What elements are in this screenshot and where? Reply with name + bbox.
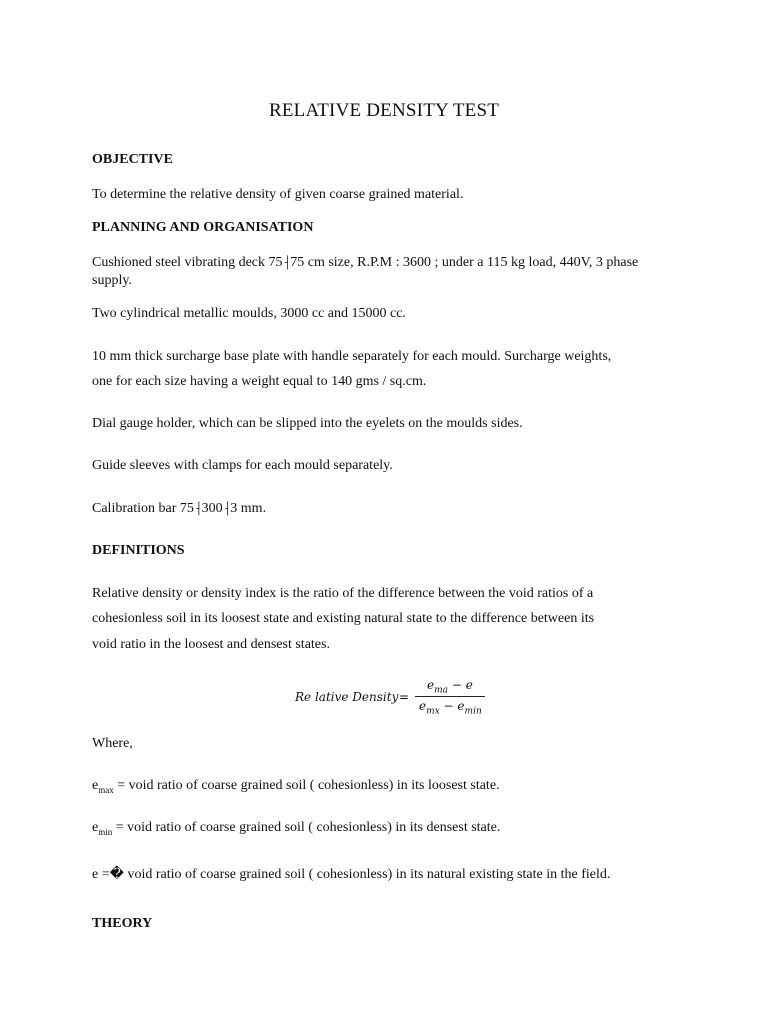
definition-line-1: Relative density or density index is the ratio of the difference between the void ratios of a — [92, 586, 594, 601]
planning-item-surcharge-weights: one for each size having a weight equal to 140 gms / sq.cm. — [92, 374, 427, 389]
term-emin: $e_{min}$ = void ratio of coarse grained soil ( cohesionless) in its densest state. — [92, 820, 501, 837]
objective-text: To determine the relative density of given coarse grained material. — [92, 187, 464, 202]
definitions-heading: DEFINITIONS — [92, 543, 185, 558]
planning-item-moulds: Two cylindrical metallic moulds, 3000 cc and 15000 cc. — [92, 306, 406, 321]
planning-item-calibration-bar: Calibration bar 75⸡300⸡3 mm. — [92, 501, 267, 516]
term-emax: $e_{max}$ = void ratio of coarse grained soil ( cohesionless) in its loosest state. — [92, 778, 500, 795]
term-e: e =� void ratio of coarse grained soil ( cohesionless) in its natural existing state in the field. — [92, 867, 611, 882]
planning-item-vibrating-deck: Cushioned steel vibrating deck 75⸡75 cm size, R.P.M : 3600 ; under a 115 kg load, 440V, 3 phase supply. — [92, 255, 639, 288]
objective-heading: OBJECTIVE — [92, 152, 173, 167]
formula-denominator: $e_{mx} - e_{min}$ — [419, 699, 482, 717]
definition-line-3: void ratio in the loosest and densest states. — [92, 637, 330, 652]
page-title: RELATIVE DENSITY TEST — [268, 100, 500, 121]
where-label: Where, — [92, 736, 133, 751]
formula-numerator: $e_{ma} - e$ — [427, 678, 473, 696]
definition-line-2: cohesionless soil in its loosest state and existing natural state to the difference between its — [92, 611, 595, 626]
planning-heading: PLANNING AND ORGANISATION — [92, 220, 314, 235]
theory-heading: THEORY — [92, 916, 153, 931]
planning-item-dial-gauge: Dial gauge holder, which can be slipped into the eyelets on the moulds sides. — [92, 416, 523, 431]
formula-fraction-bar — [415, 696, 485, 697]
relative-density-formula — [295, 676, 505, 724]
planning-item-guide-sleeves: Guide sleeves with clamps for each mould separately. — [92, 458, 393, 473]
formula-equals: = — [399, 690, 410, 704]
planning-item-surcharge-plate: 10 mm thick surcharge base plate with handle separately for each mould. Surcharge weights, — [92, 349, 612, 364]
formula-lhs: Re lative Density — [295, 690, 399, 704]
